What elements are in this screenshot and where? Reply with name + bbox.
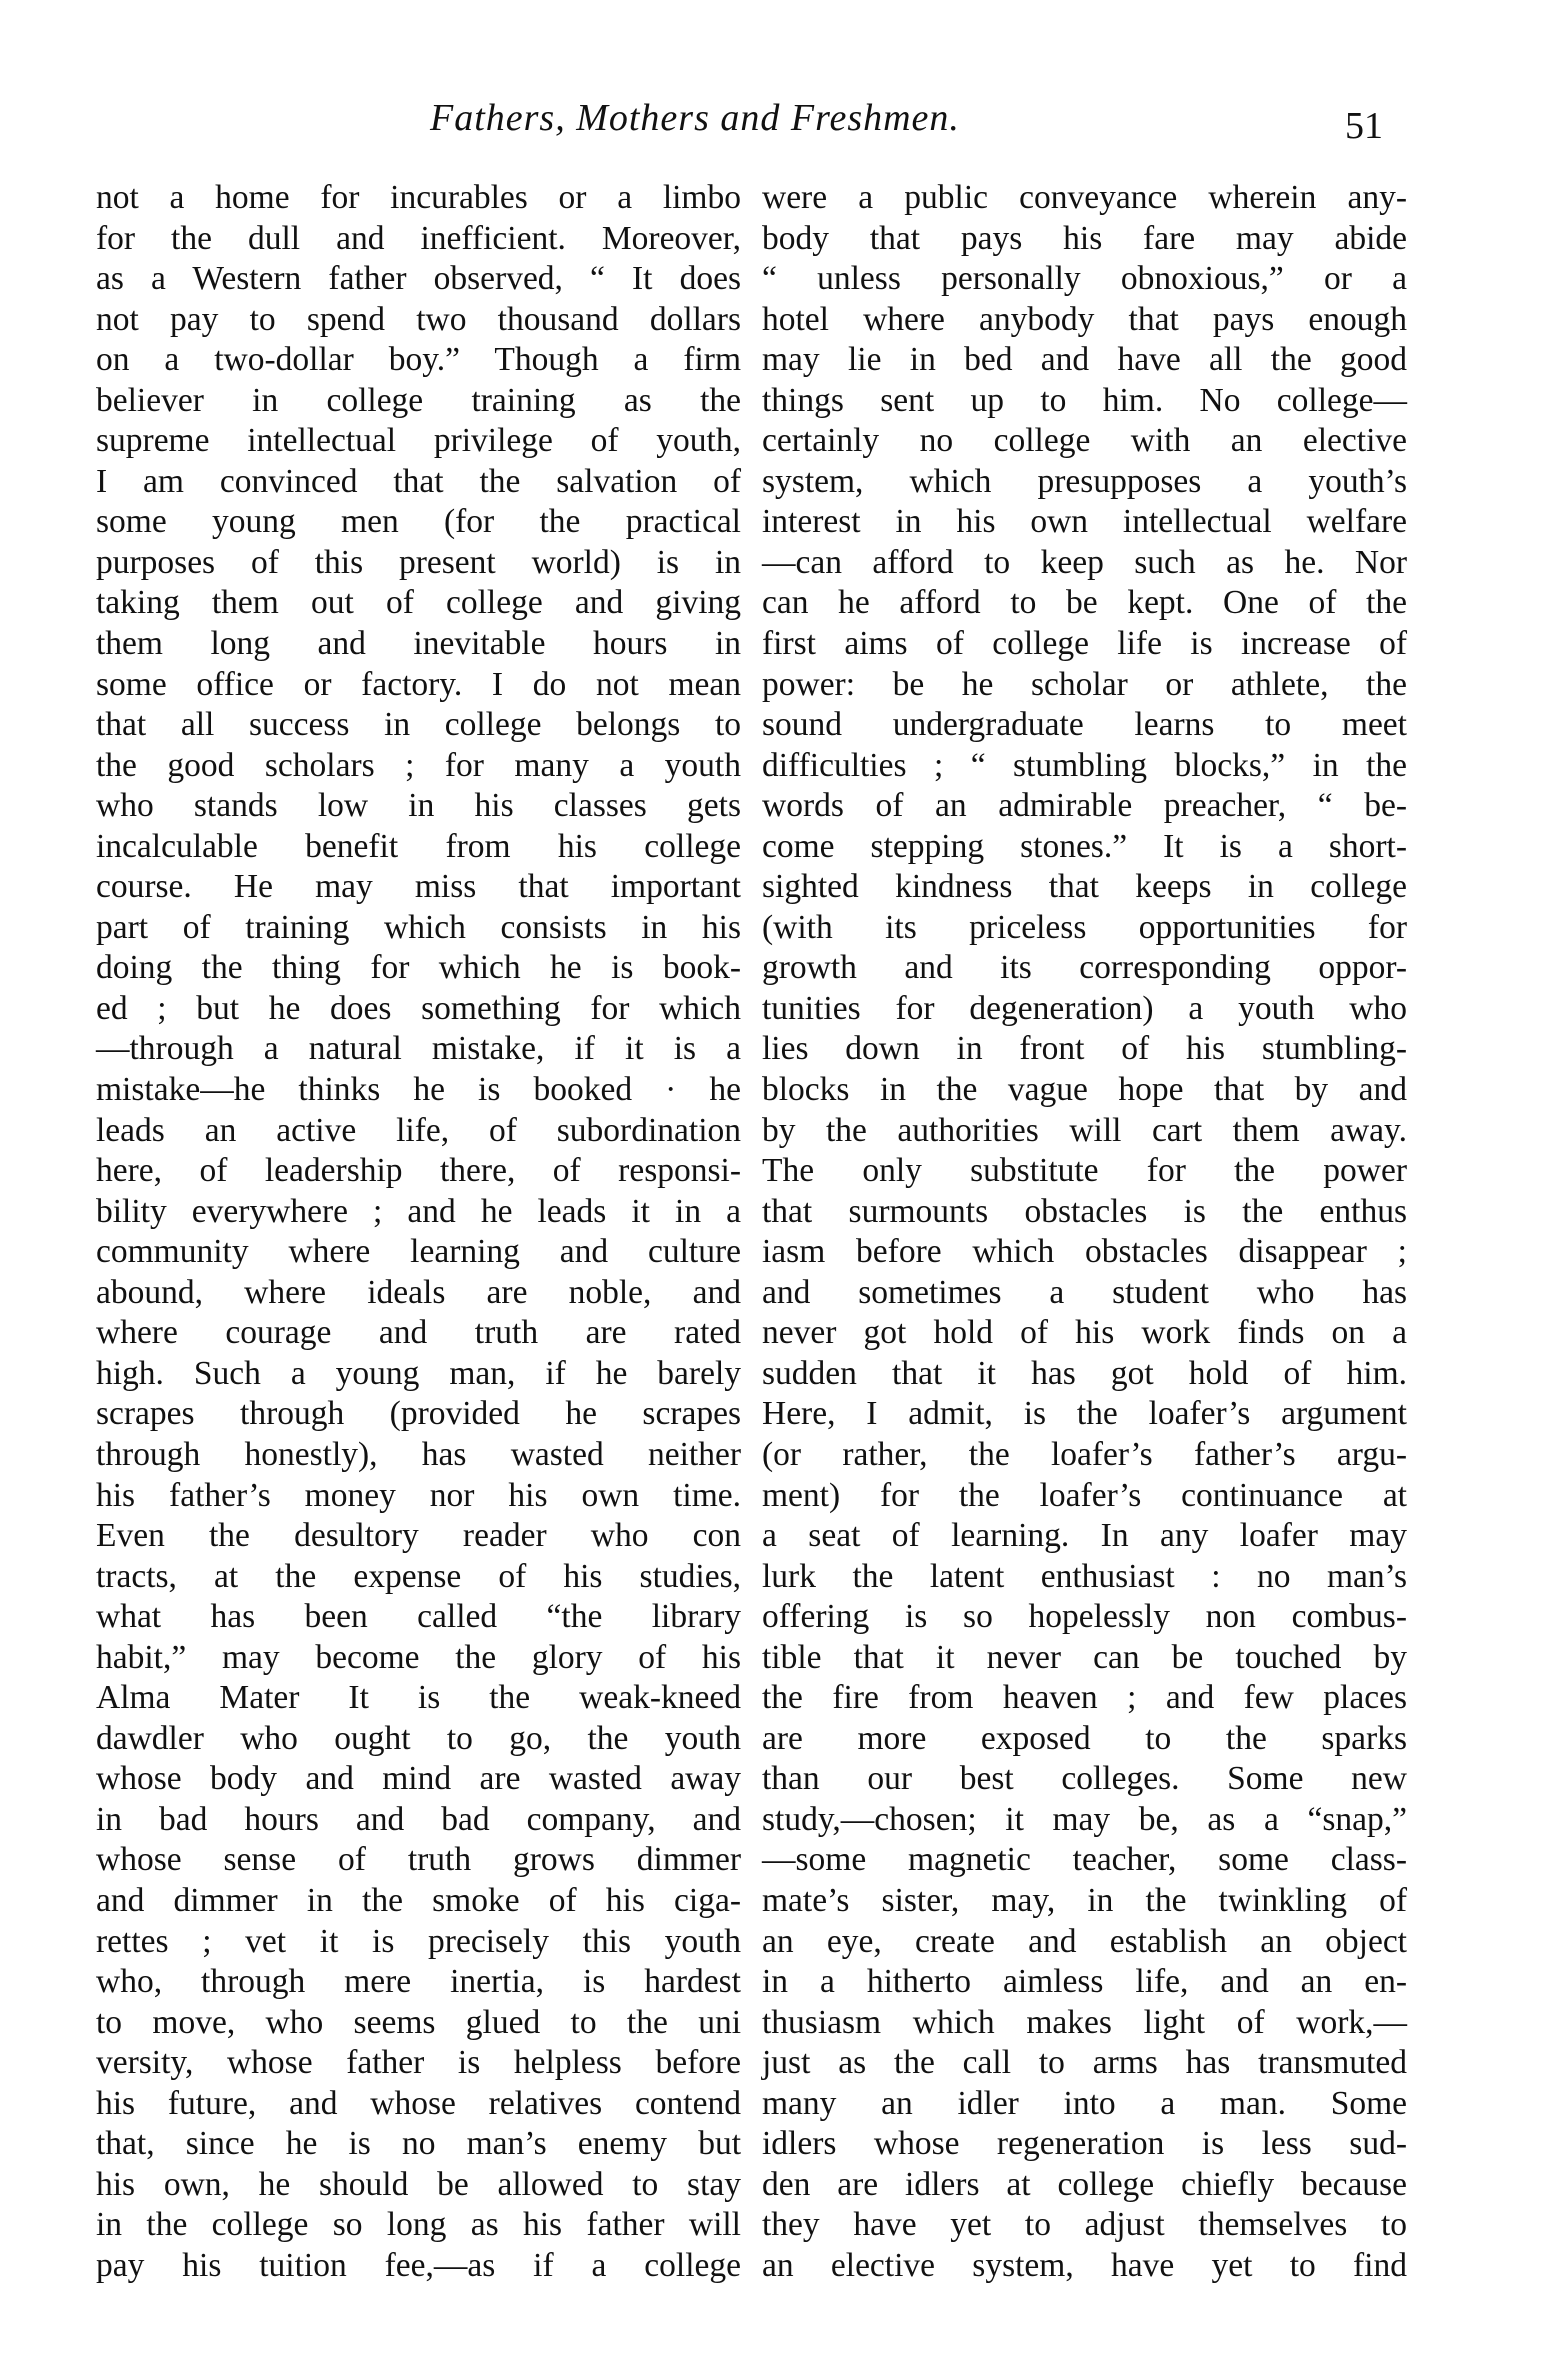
right-column-line: The only substitute for the power bbox=[762, 1152, 1407, 1190]
left-column-line: supreme intellectual privilege of youth, bbox=[96, 422, 741, 460]
left-column-line: that, since he is no man’s enemy but bbox=[96, 2125, 741, 2163]
right-column-line: ment) for the loafer’s continuance at bbox=[762, 1476, 1407, 1514]
right-column-line: lurk the latent enthusiast : no man’s bbox=[762, 1557, 1407, 1595]
right-column-line: can he afford to be kept. One of the bbox=[762, 584, 1407, 622]
left-column-line: taking them out of college and giving bbox=[96, 584, 741, 622]
left-column-line: on a two-dollar boy.” Though a firm bbox=[96, 341, 741, 379]
right-column-line: idlers whose regeneration is less sud- bbox=[762, 2125, 1407, 2163]
left-column-line: whose sense of truth grows dimmer bbox=[96, 1841, 741, 1879]
right-column-line: in a hitherto aimless life, and an en- bbox=[762, 1963, 1407, 2001]
left-column-line: for the dull and inefficient. Moreover, bbox=[96, 219, 741, 257]
left-column-line: purposes of this present world) is in bbox=[96, 543, 741, 581]
left-column-line: who stands low in his classes gets bbox=[96, 787, 741, 825]
left-column-line: not pay to spend two thousand dollars bbox=[96, 300, 741, 338]
left-column-line: high. Such a young man, if he barely bbox=[96, 1354, 741, 1392]
left-column-line: incalculable benefit from his college bbox=[96, 827, 741, 865]
right-column-line: “ unless personally obnoxious,” or a bbox=[762, 260, 1407, 298]
left-column-line: that all success in college belongs to bbox=[96, 706, 741, 744]
right-column-line: offering is so hopelessly non combus- bbox=[762, 1598, 1407, 1636]
left-column-line: them long and inevitable hours in bbox=[96, 625, 741, 663]
left-column-line: through honestly), has wasted neither bbox=[96, 1435, 741, 1473]
left-column-line: rettes ; vet it is precisely this youth bbox=[96, 1922, 741, 1960]
right-column-line: hotel where anybody that pays enough bbox=[762, 300, 1407, 338]
right-column-line: iasm before which obstacles disappear ; bbox=[762, 1233, 1407, 1271]
left-column-line: what has been called “the library bbox=[96, 1598, 741, 1636]
right-column-line: (or rather, the loafer’s father’s argu- bbox=[762, 1435, 1407, 1473]
right-column-line: (with its priceless opportunities for bbox=[762, 908, 1407, 946]
right-column-line: difficulties ; “ stumbling blocks,” in the bbox=[762, 746, 1407, 784]
right-column-line: study,—chosen; it may be, as a “snap,” bbox=[762, 1800, 1407, 1838]
right-column-line: —some magnetic teacher, some class- bbox=[762, 1841, 1407, 1879]
left-column-line: Alma Mater It is the weak-kneed bbox=[96, 1679, 741, 1717]
right-column-line: first aims of college life is increase of bbox=[762, 625, 1407, 663]
left-column-line: community where learning and culture bbox=[96, 1233, 741, 1271]
right-column-line: Here, I admit, is the loafer’s argument bbox=[762, 1395, 1407, 1433]
left-column-line: some young men (for the practical bbox=[96, 503, 741, 541]
left-column-line: dawdler who ought to go, the youth bbox=[96, 1719, 741, 1757]
right-column-line: are more exposed to the sparks bbox=[762, 1719, 1407, 1757]
right-column-line: tible that it never can be touched by bbox=[762, 1638, 1407, 1676]
right-column-line: sighted kindness that keeps in college bbox=[762, 868, 1407, 906]
left-column-line: I am convinced that the salvation of bbox=[96, 462, 741, 500]
right-text-column bbox=[762, 178, 1407, 2286]
left-column-line: as a Western father observed, “ It does bbox=[96, 260, 741, 298]
right-column-line: words of an admirable preacher, “ be- bbox=[762, 787, 1407, 825]
right-column-line: blocks in the vague hope that by and bbox=[762, 1071, 1407, 1109]
left-column-line: his own, he should be allowed to stay bbox=[96, 2165, 741, 2203]
left-column-line: part of training which consists in his bbox=[96, 908, 741, 946]
right-column-line: that surmounts obstacles is the enthus bbox=[762, 1192, 1407, 1230]
left-column-line: some office or factory. I do not mean bbox=[96, 665, 741, 703]
left-column-line: the good scholars ; for many a youth bbox=[96, 746, 741, 784]
left-column-line: his future, and whose relatives contend bbox=[96, 2084, 741, 2122]
right-column-line: just as the call to arms has transmuted bbox=[762, 2044, 1407, 2082]
right-column-line: certainly no college with an elective bbox=[762, 422, 1407, 460]
right-column-line: tunities for degeneration) a youth who bbox=[762, 989, 1407, 1027]
left-column-line: where courage and truth are rated bbox=[96, 1314, 741, 1352]
right-column-line: sound undergraduate learns to meet bbox=[762, 706, 1407, 744]
right-column-line: things sent up to him. No college— bbox=[762, 381, 1407, 419]
right-column-line: the fire from heaven ; and few places bbox=[762, 1679, 1407, 1717]
right-column-line: a seat of learning. In any loafer may bbox=[762, 1517, 1407, 1555]
left-column-line: in bad hours and bad company, and bbox=[96, 1800, 741, 1838]
right-column-line: sudden that it has got hold of him. bbox=[762, 1354, 1407, 1392]
left-column-line: whose body and mind are wasted away bbox=[96, 1760, 741, 1798]
left-column-line: habit,” may become the glory of his bbox=[96, 1638, 741, 1676]
right-column-line: may lie in bed and have all the good bbox=[762, 341, 1407, 379]
right-column-line: come stepping stones.” It is a short- bbox=[762, 827, 1407, 865]
left-column-line: ed ; but he does something for which bbox=[96, 989, 741, 1027]
left-text-column bbox=[96, 178, 741, 2286]
right-column-line: thusiasm which makes light of work,— bbox=[762, 2003, 1407, 2041]
left-column-line: mistake—he thinks he is booked · he bbox=[96, 1071, 741, 1109]
right-column-line: growth and its corresponding oppor- bbox=[762, 949, 1407, 987]
left-column-line: —through a natural mistake, if it is a bbox=[96, 1030, 741, 1068]
left-column-line: tracts, at the expense of his studies, bbox=[96, 1557, 741, 1595]
left-column-line: in the college so long as his father will bbox=[96, 2206, 741, 2244]
right-column-line: and sometimes a student who has bbox=[762, 1273, 1407, 1311]
left-column-line: here, of leadership there, of responsi- bbox=[96, 1152, 741, 1190]
right-column-line: mate’s sister, may, in the twinkling of bbox=[762, 1881, 1407, 1919]
right-column-line: den are idlers at college chiefly because bbox=[762, 2165, 1407, 2203]
right-column-line: an eye, create and establish an object bbox=[762, 1922, 1407, 1960]
right-column-line: —can afford to keep such as he. Nor bbox=[762, 543, 1407, 581]
left-column-line: scrapes through (provided he scrapes bbox=[96, 1395, 741, 1433]
right-column-line: system, which presupposes a youth’s bbox=[762, 462, 1407, 500]
left-column-line: doing the thing for which he is book- bbox=[96, 949, 741, 987]
left-column-line: not a home for incurables or a limbo bbox=[96, 179, 741, 216]
right-column-line: power: be he scholar or athlete, the bbox=[762, 665, 1407, 703]
right-column-line: an elective system, have yet to find bbox=[762, 2246, 1407, 2284]
left-column-line: abound, where ideals are noble, and bbox=[96, 1273, 741, 1311]
left-column-line: and dimmer in the smoke of his ciga- bbox=[96, 1881, 741, 1919]
right-column-line: body that pays his fare may abide bbox=[762, 219, 1407, 257]
right-column-line: they have yet to adjust themselves to bbox=[762, 2206, 1407, 2244]
right-column-line: many an idler into a man. Some bbox=[762, 2084, 1407, 2122]
left-column-line: his father’s money nor his own time. bbox=[96, 1476, 741, 1514]
left-column-line: who, through mere inertia, is hardest bbox=[96, 1963, 741, 2001]
right-column-line: never got hold of his work finds on a bbox=[762, 1314, 1407, 1352]
right-column-line: interest in his own intellectual welfare bbox=[762, 503, 1407, 541]
right-column-line: lies down in front of his stumbling- bbox=[762, 1030, 1407, 1068]
left-column-line: leads an active life, of subordination bbox=[96, 1111, 741, 1149]
left-column-line: versity, whose father is helpless before bbox=[96, 2044, 741, 2082]
left-column-line: bility everywhere ; and he leads it in a bbox=[96, 1192, 741, 1230]
running-title: Fathers, Mothers and Freshmen. bbox=[430, 97, 960, 139]
left-column-line: pay his tuition fee,—as if a college bbox=[96, 2246, 741, 2284]
left-column-line: to move, who seems glued to the uni bbox=[96, 2003, 741, 2041]
page-number: 51 bbox=[1345, 105, 1383, 147]
right-column-line: than our best colleges. Some new bbox=[762, 1760, 1407, 1798]
right-column-line: by the authorities will cart them away. bbox=[762, 1111, 1407, 1149]
left-column-line: Even the desultory reader who con bbox=[96, 1517, 741, 1555]
left-column-line: believer in college training as the bbox=[96, 381, 741, 419]
left-column-line: course. He may miss that important bbox=[96, 868, 741, 906]
right-column-line: were a public conveyance wherein any- bbox=[762, 179, 1407, 216]
